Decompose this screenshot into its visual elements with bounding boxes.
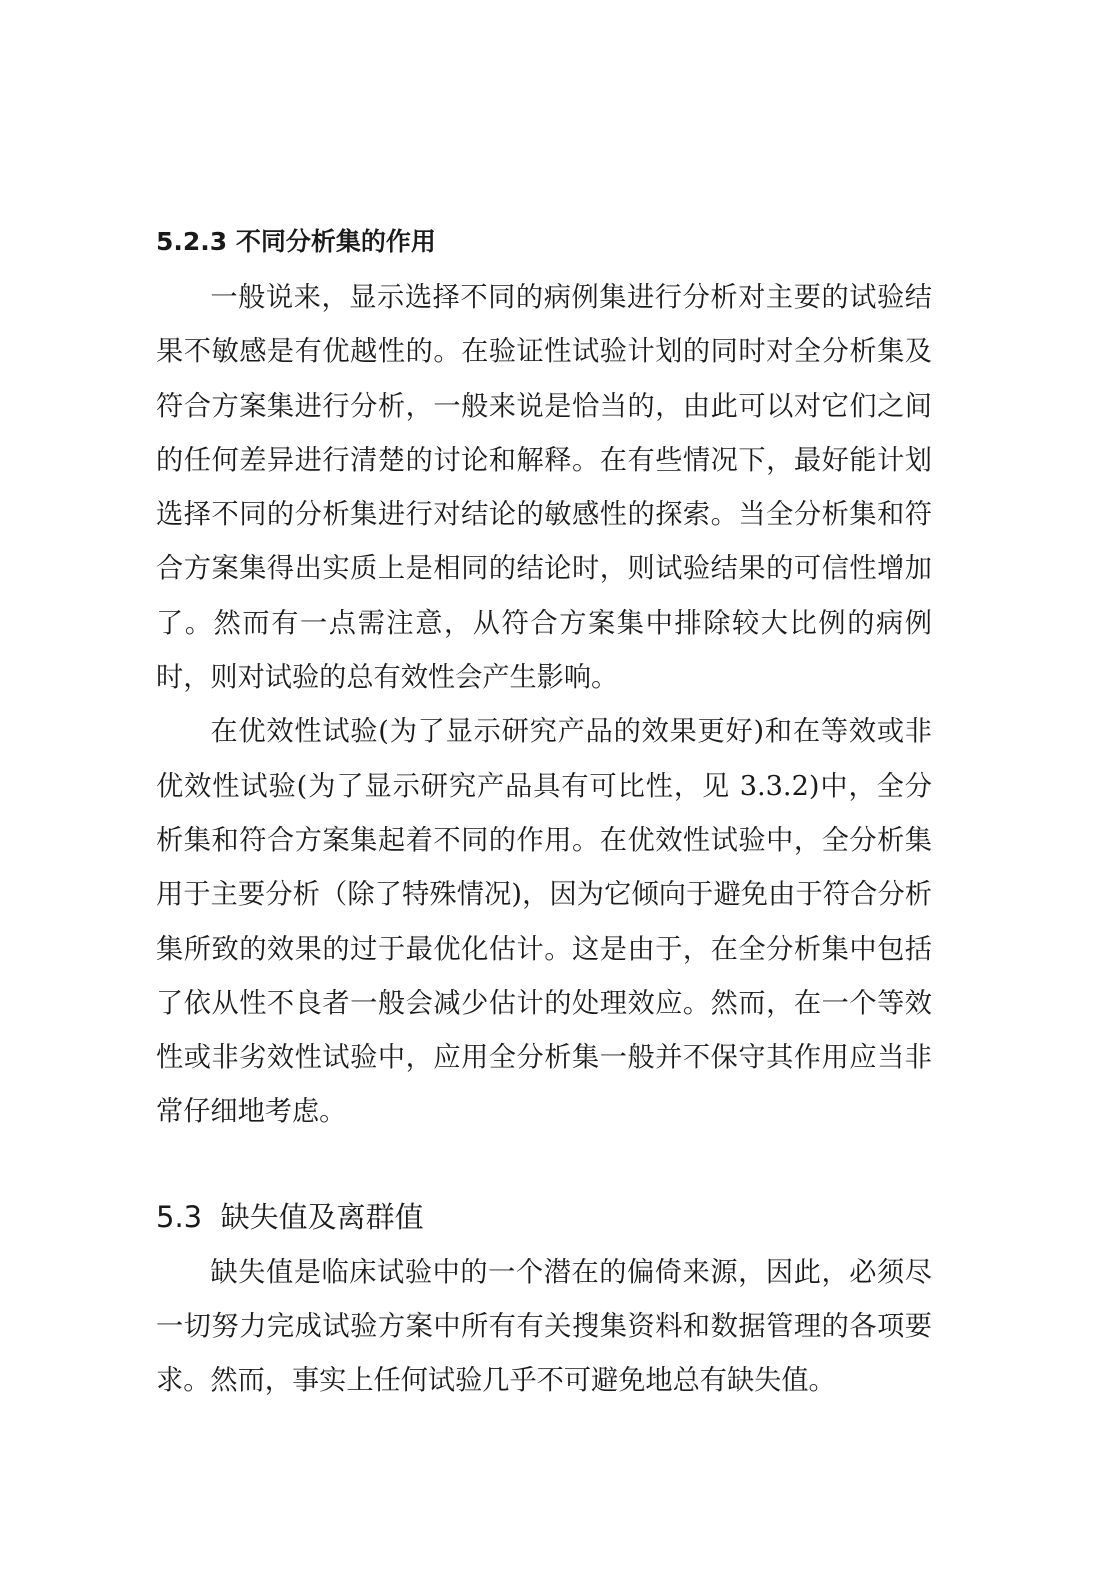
paragraph: 一般说来，显示选择不同的病例集进行分析对主要的试验结果不敏感是有优越性的。在验证性试验计划的同时对全分析集及符合方案集进行分析，一般来说是恰当的，由此可以对它们之间的任何差异进行清楚的讨论和解释。在有些情况下，最好能计划选择不同的分析集进行对结论的敏感性的探索。当全分析集和符合方案集得出实质上是相同的结论时，则试验结果的可信性增加了。然而有一点需注意，从符合方案集中排除较大比例的病例时，则对试验的总有效性会产生影响。	[156, 282, 932, 694]
section-heading-5-3	[156, 1194, 932, 1240]
section-title: 缺失值及离群值	[220, 1199, 424, 1234]
section-title: 不同分析集的作用	[235, 227, 436, 256]
section-number: 5.2.3	[156, 227, 228, 256]
paragraph: 缺失值是临床试验中的一个潜在的偏倚来源，因此，必须尽一切努力完成试验方案中所有有关搜集资料和数据管理的各项要求。然而，事实上任何试验几乎不可避免地总有缺失值。	[156, 1256, 932, 1397]
page-content	[156, 221, 932, 1409]
paragraph: 在优效性试验(为了显示研究产品的效果更好)和在等效或非优效性试验(为了显示研究产品具有可比性，见 3.3.2)中，全分析集和符合方案集起着不同的作用。在优效性试验中，全分析集用于主要分析（除了特殊情况)，因为它倾向于避免由于符合分析集所致的效果的过于最优化估计。这是由于，在全分析集中包括了依从性不良者一般会减少估计的处理效应。然而，在一个等效性或非劣效性试验中，应用全分析集一般并不保守其作用应当非常仔细地考虑。	[156, 716, 932, 1128]
section-heading-5-2-3	[156, 221, 932, 263]
section-number: 5.3	[156, 1199, 203, 1234]
